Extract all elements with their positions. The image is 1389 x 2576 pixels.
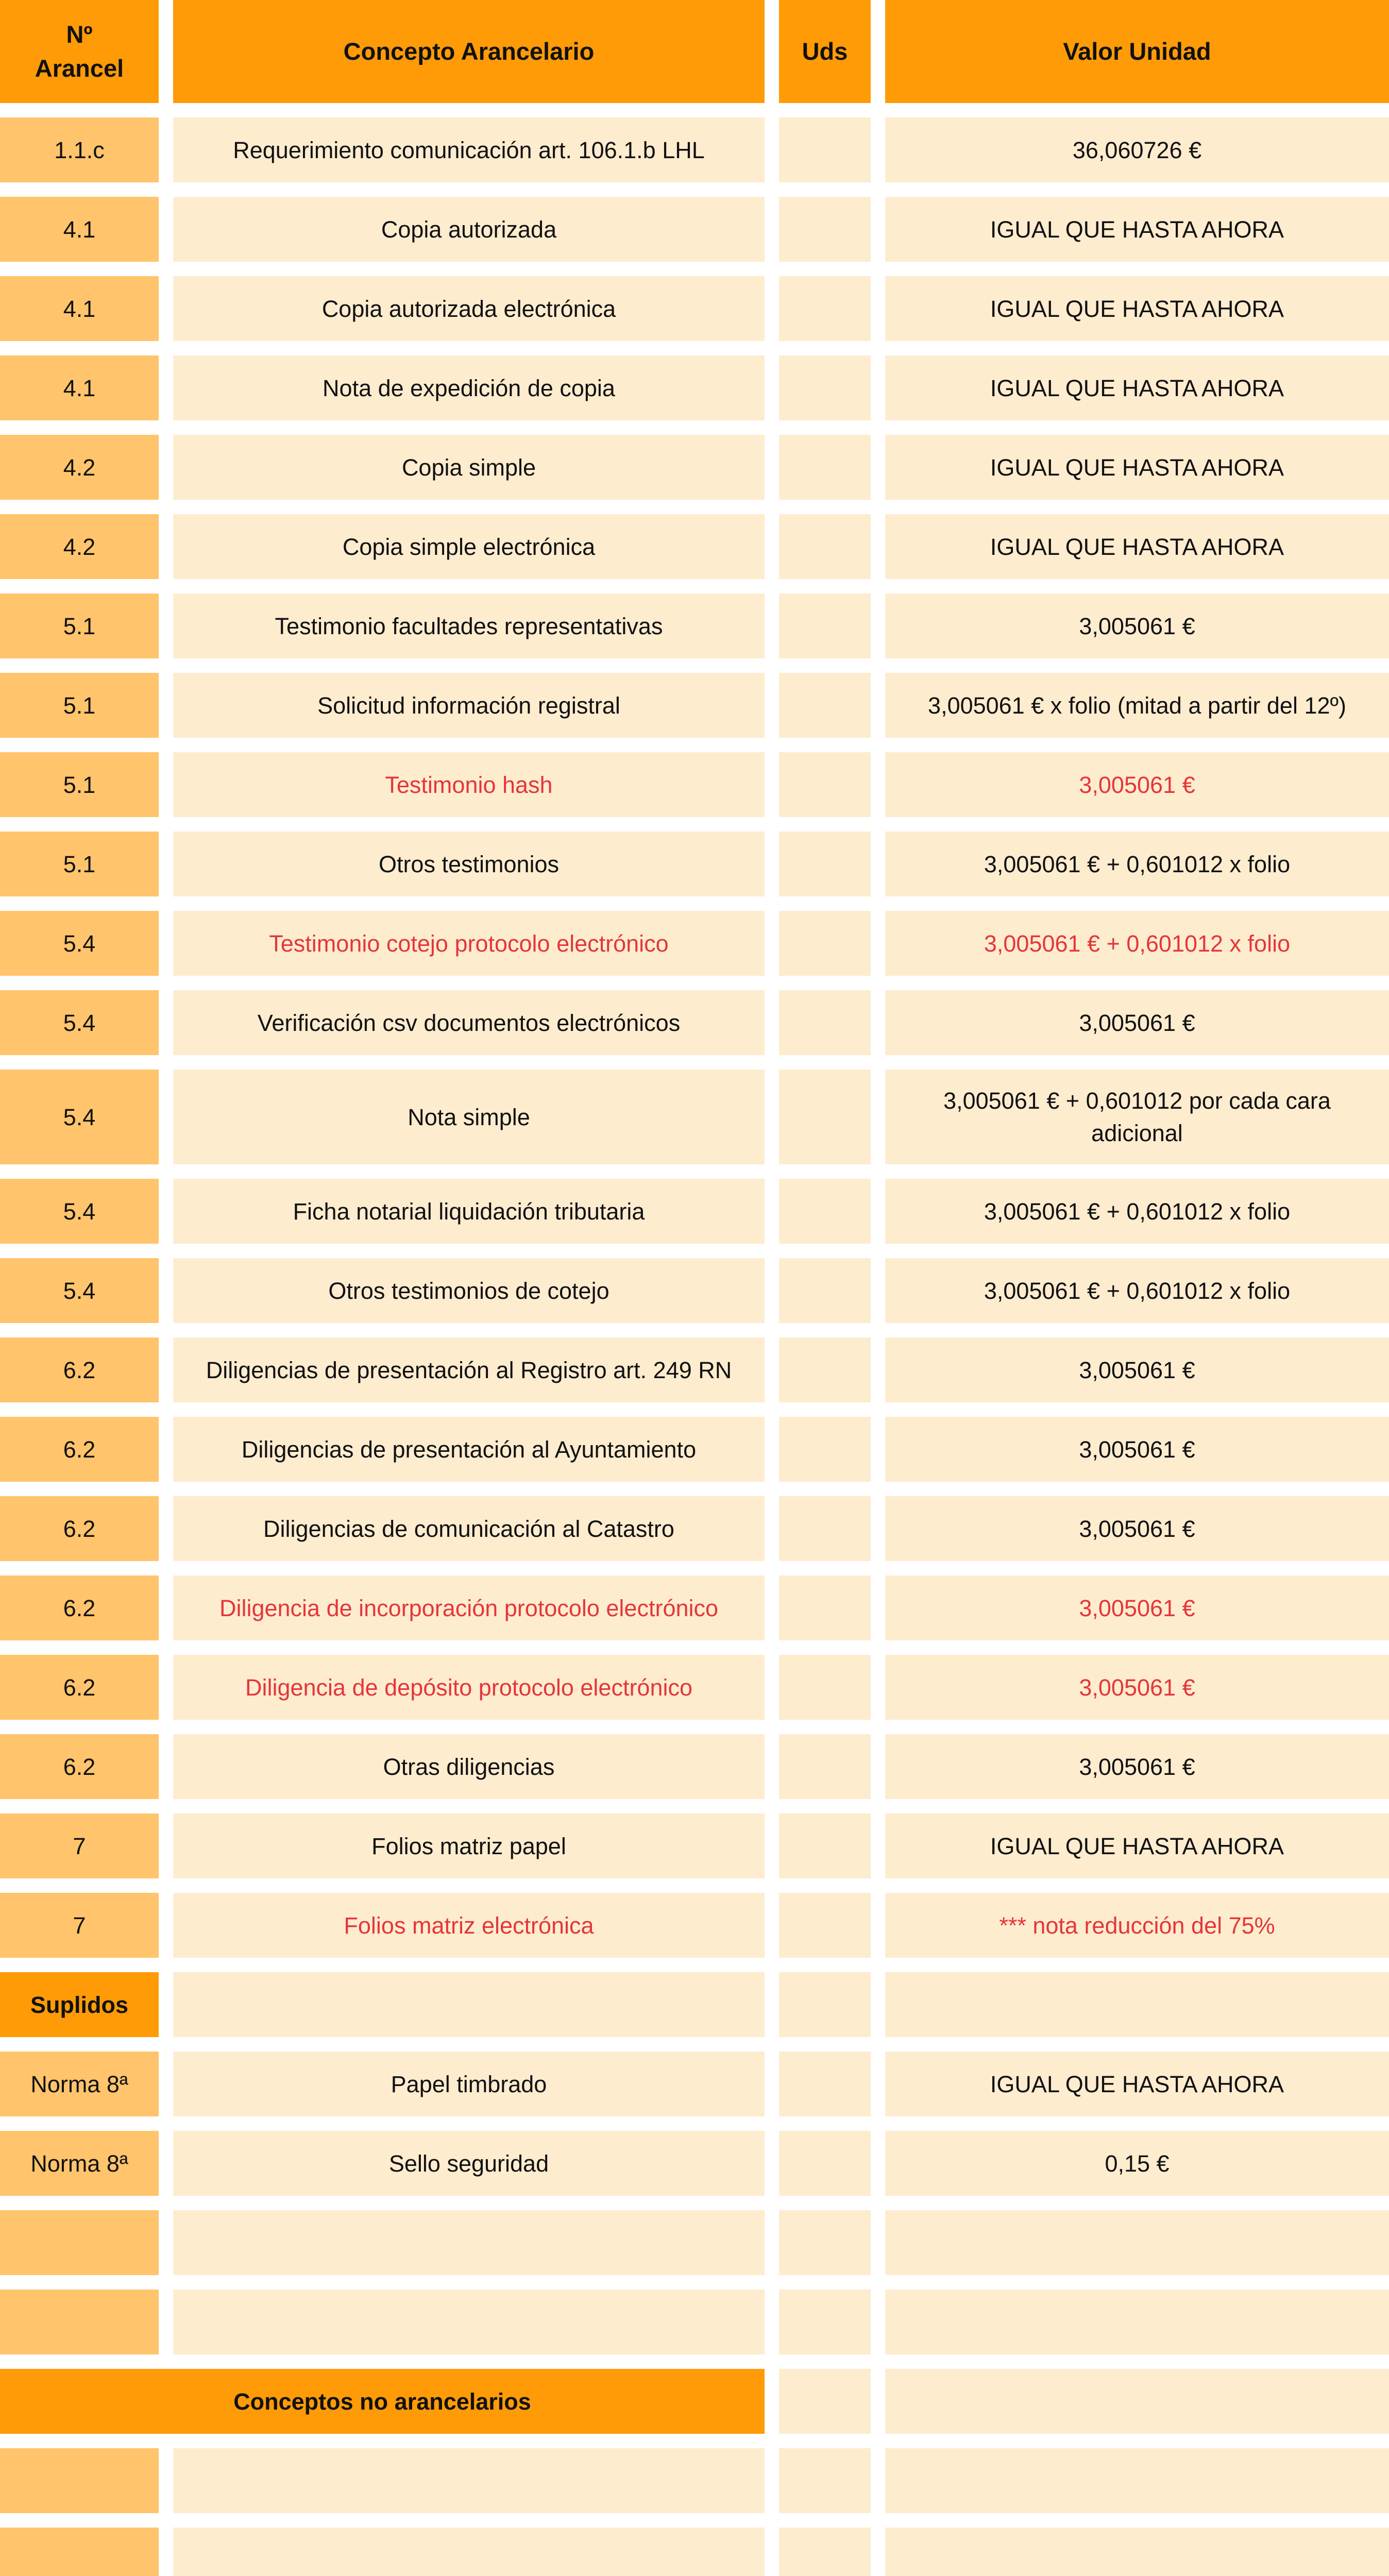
- concept-cell: Papel timbrado: [173, 2052, 765, 2116]
- units-cell: [779, 752, 871, 817]
- concept-cell: Testimonio facultades representativas: [173, 594, 765, 658]
- concept-cell: Copia autorizada electrónica: [173, 276, 765, 341]
- arancel-number-cell: Suplidos: [0, 1972, 159, 2037]
- unit-value-cell: 36,060726 €: [885, 117, 1389, 182]
- arancel-number-cell: 5.4: [0, 990, 159, 1055]
- arancel-number-cell: 4.1: [0, 355, 159, 420]
- concept-cell: Folios matriz electrónica: [173, 1893, 765, 1958]
- units-cell: [779, 832, 871, 896]
- table-header-row: [0, 0, 1389, 103]
- arancel-number-cell: 6.2: [0, 1417, 159, 1482]
- arancel-number-cell: 4.1: [0, 197, 159, 262]
- unit-value-cell: 3,005061 €: [885, 1337, 1389, 1402]
- unit-value-cell: 3,005061 €: [885, 1496, 1389, 1561]
- arancel-number-cell: 5.1: [0, 594, 159, 658]
- table-row: [0, 355, 1389, 420]
- units-cell: [779, 2131, 871, 2196]
- empty-row: [0, 2210, 1389, 2275]
- units-cell: [779, 2528, 871, 2576]
- table-row: [0, 594, 1389, 658]
- header-concept: Concepto Arancelario: [173, 0, 765, 103]
- arancel-number-cell: 7: [0, 1893, 159, 1958]
- unit-value-cell: 3,005061 €: [885, 1417, 1389, 1482]
- units-cell: [779, 1814, 871, 1878]
- unit-value-cell: 3,005061 €: [885, 752, 1389, 817]
- units-cell: [779, 1972, 871, 2037]
- arancel-number-cell: [0, 2290, 159, 2354]
- header-unit-value: Valor Unidad: [885, 0, 1389, 103]
- units-cell: [779, 1258, 871, 1323]
- table-row: [0, 1258, 1389, 1323]
- arancel-number-cell: [0, 2448, 159, 2513]
- arancel-number-cell: 5.4: [0, 911, 159, 976]
- concept-cell: Folios matriz papel: [173, 1814, 765, 1878]
- table-row: [0, 435, 1389, 500]
- concept-cell: Otros testimonios de cotejo: [173, 1258, 765, 1323]
- units-cell: [779, 355, 871, 420]
- arancel-number-cell: 5.1: [0, 752, 159, 817]
- arancel-number-cell: 6.2: [0, 1575, 159, 1640]
- header-arancel-number: Nº Arancel: [0, 0, 159, 103]
- table-row: [0, 1655, 1389, 1720]
- concept-cell: Verificación csv documentos electrónicos: [173, 990, 765, 1055]
- arancel-number-cell: [0, 2528, 159, 2576]
- concept-cell: [173, 2210, 765, 2275]
- concept-cell: [173, 2448, 765, 2513]
- unit-value-cell: 3,005061 € + 0,601012 x folio: [885, 832, 1389, 896]
- concept-cell: Copia simple electrónica: [173, 514, 765, 579]
- arancel-number-cell: Norma 8ª: [0, 2052, 159, 2116]
- unit-value-cell: *** nota reducción del 75%: [885, 1893, 1389, 1958]
- unit-value-cell: 3,005061 €: [885, 594, 1389, 658]
- table-row: [0, 1575, 1389, 1640]
- table-row: [0, 1417, 1389, 1482]
- arancel-number-cell: [0, 2210, 159, 2275]
- concept-cell: [173, 2290, 765, 2354]
- concept-cell: Copia simple: [173, 435, 765, 500]
- empty-row: [0, 2448, 1389, 2513]
- units-cell: [779, 1070, 871, 1164]
- units-cell: [779, 514, 871, 579]
- unit-value-cell: IGUAL QUE HASTA AHORA: [885, 197, 1389, 262]
- concept-cell: Nota de expedición de copia: [173, 355, 765, 420]
- concept-cell: Testimonio cotejo protocolo electrónico: [173, 911, 765, 976]
- section-row: [0, 1972, 1389, 2037]
- table-row: [0, 2131, 1389, 2196]
- units-cell: [779, 2448, 871, 2513]
- table-row: [0, 673, 1389, 738]
- unit-value-cell: 3,005061 €: [885, 1655, 1389, 1720]
- unit-value-cell: IGUAL QUE HASTA AHORA: [885, 1814, 1389, 1878]
- table-row: [0, 2052, 1389, 2116]
- table-row: [0, 1070, 1389, 1164]
- unit-value-cell: 3,005061 €: [885, 1575, 1389, 1640]
- arancel-number-cell: 6.2: [0, 1734, 159, 1799]
- units-cell: [779, 911, 871, 976]
- arancel-number-cell: 5.4: [0, 1258, 159, 1323]
- table-row: [0, 1893, 1389, 1958]
- arancel-number-cell: 4.2: [0, 514, 159, 579]
- concept-cell: Sello seguridad: [173, 2131, 765, 2196]
- arancel-number-cell: 5.4: [0, 1179, 159, 1244]
- arancel-number-cell: 5.1: [0, 832, 159, 896]
- units-cell: [779, 1575, 871, 1640]
- table-row: [0, 514, 1389, 579]
- unit-value-cell: 3,005061 € + 0,601012 x folio: [885, 1179, 1389, 1244]
- concept-cell: Diligencias de comunicación al Catastro: [173, 1496, 765, 1561]
- units-cell: [779, 1337, 871, 1402]
- empty-row: [0, 2290, 1389, 2354]
- concept-cell: Solicitud información registral: [173, 673, 765, 738]
- units-cell: [779, 1893, 871, 1958]
- table-row: [0, 117, 1389, 182]
- unit-value-cell: [885, 2290, 1389, 2354]
- units-cell: [779, 594, 871, 658]
- unit-value-cell: 3,005061 €: [885, 990, 1389, 1055]
- arancel-number-cell: 6.2: [0, 1655, 159, 1720]
- units-cell: [779, 1179, 871, 1244]
- arancel-number-cell: 1.1.c: [0, 117, 159, 182]
- concept-cell: Copia autorizada: [173, 197, 765, 262]
- table-row: [0, 1179, 1389, 1244]
- unit-value-cell: 0,15 €: [885, 2131, 1389, 2196]
- unit-value-cell: IGUAL QUE HASTA AHORA: [885, 2052, 1389, 2116]
- concept-cell: [173, 2528, 765, 2576]
- unit-value-cell: [885, 2448, 1389, 2513]
- arancel-number-cell: 5.1: [0, 673, 159, 738]
- units-cell: [779, 197, 871, 262]
- concept-cell: Otras diligencias: [173, 1734, 765, 1799]
- units-cell: [779, 435, 871, 500]
- unit-value-cell: IGUAL QUE HASTA AHORA: [885, 514, 1389, 579]
- table-row: [0, 197, 1389, 262]
- units-cell: [779, 117, 871, 182]
- table-row: [0, 911, 1389, 976]
- table-row: [0, 752, 1389, 817]
- units-cell: [779, 2290, 871, 2354]
- units-cell: [779, 1417, 871, 1482]
- units-cell: [779, 2210, 871, 2275]
- arancel-number-cell: 6.2: [0, 1496, 159, 1561]
- table-row: [0, 1496, 1389, 1561]
- arancel-number-cell: 4.1: [0, 276, 159, 341]
- unit-value-cell: IGUAL QUE HASTA AHORA: [885, 355, 1389, 420]
- concept-cell: Requerimiento comunicación art. 106.1.b LHL: [173, 117, 765, 182]
- unit-value-cell: [885, 2369, 1389, 2434]
- concept-cell: Otros testimonios: [173, 832, 765, 896]
- unit-value-cell: IGUAL QUE HASTA AHORA: [885, 276, 1389, 341]
- section-title: Conceptos no arancelarios: [0, 2369, 765, 2434]
- arancel-number-cell: 6.2: [0, 1337, 159, 1402]
- table-row: [0, 1734, 1389, 1799]
- unit-value-cell: 3,005061 € x folio (mitad a partir del 12º): [885, 673, 1389, 738]
- unit-value-cell: [885, 1972, 1389, 2037]
- units-cell: [779, 1496, 871, 1561]
- section-row: [0, 2369, 1389, 2434]
- concept-cell: Ficha notarial liquidación tributaria: [173, 1179, 765, 1244]
- table-row: [0, 276, 1389, 341]
- units-cell: [779, 2369, 871, 2434]
- empty-row: [0, 2528, 1389, 2576]
- arancel-number-cell: 5.4: [0, 1070, 159, 1164]
- unit-value-cell: 3,005061 € + 0,601012 por cada cara adicional: [885, 1070, 1389, 1164]
- concept-cell: Nota simple: [173, 1070, 765, 1164]
- header-units: Uds: [779, 0, 871, 103]
- table-row: [0, 1337, 1389, 1402]
- units-cell: [779, 1655, 871, 1720]
- units-cell: [779, 1734, 871, 1799]
- units-cell: [779, 990, 871, 1055]
- arancel-number-cell: 4.2: [0, 435, 159, 500]
- table-row: [0, 1814, 1389, 1878]
- unit-value-cell: [885, 2210, 1389, 2275]
- units-cell: [779, 2052, 871, 2116]
- unit-value-cell: IGUAL QUE HASTA AHORA: [885, 435, 1389, 500]
- concept-cell: [173, 1972, 765, 2037]
- table-row: [0, 832, 1389, 896]
- arancel-number-cell: Norma 8ª: [0, 2131, 159, 2196]
- unit-value-cell: [885, 2528, 1389, 2576]
- unit-value-cell: 3,005061 € + 0,601012 x folio: [885, 911, 1389, 976]
- concept-cell: Diligencias de presentación al Registro art. 249 RN: [173, 1337, 765, 1402]
- unit-value-cell: 3,005061 €: [885, 1734, 1389, 1799]
- unit-value-cell: 3,005061 € + 0,601012 x folio: [885, 1258, 1389, 1323]
- units-cell: [779, 673, 871, 738]
- units-cell: [779, 276, 871, 341]
- concept-cell: Diligencia de incorporación protocolo electrónico: [173, 1575, 765, 1640]
- table-row: [0, 990, 1389, 1055]
- concept-cell: Diligencias de presentación al Ayuntamiento: [173, 1417, 765, 1482]
- concept-cell: Diligencia de depósito protocolo electrónico: [173, 1655, 765, 1720]
- concept-cell: Testimonio hash: [173, 752, 765, 817]
- arancel-number-cell: 7: [0, 1814, 159, 1878]
